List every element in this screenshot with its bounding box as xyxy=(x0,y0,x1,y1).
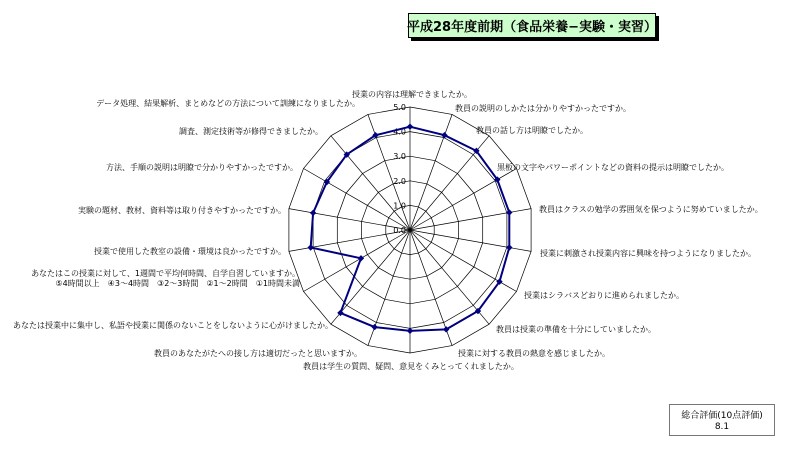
data-point xyxy=(407,328,413,334)
radial-tick-label: 4.0 xyxy=(393,127,406,137)
category-label: 授業に対する教員の熱意を感じましたか。 xyxy=(458,349,610,358)
overall-score-box xyxy=(669,404,775,436)
category-label: 教員の説明のしかたは分かりやすかったですか。 xyxy=(455,104,631,113)
category-label: 黒板の文字やパワーポイントなどの資料の提示は明瞭でしたか。 xyxy=(497,163,729,172)
category-label: あなたはこの授業に対して、1週間で平均何時間、自学自習していますか。 ⑤4時間以上 ④3〜4時間 ③2〜3時間 ②1〜2時間 ①1時間未満 xyxy=(31,269,300,288)
category-label: 教員の話し方は明瞭でしたか。 xyxy=(476,126,588,135)
radial-tick-label: 3.0 xyxy=(393,152,406,162)
overall-score-value: 8.1 xyxy=(714,422,730,432)
category-label: 実験の題材、教材、資料等は取り付きやすかったですか。 xyxy=(78,206,286,215)
data-point xyxy=(358,255,364,261)
overall-score-label: 総合評価(10点評価) xyxy=(681,411,763,421)
radar-tick-labels xyxy=(393,103,406,235)
category-label: 授業の内容は理解できましたか。 xyxy=(352,90,472,99)
radial-tick-label: 5.0 xyxy=(393,103,406,112)
radial-tick-label: 1.0 xyxy=(393,201,406,211)
category-label: データ処理、結果解析、まとめなどの方法について訓練になりましたか。 xyxy=(96,99,360,108)
chart-title: 平成28年度前期（食品栄養−実験・実習） xyxy=(408,13,656,38)
category-label: 教員のあなたがたへの接し方は適切だったと思いますか。 xyxy=(154,349,362,358)
category-label: 教員は授業の準備を十分にしていましたか。 xyxy=(496,325,656,334)
radial-tick-label: 2.0 xyxy=(393,176,406,186)
category-label: 方法、手順の説明は明瞭で分かりやすかったですか。 xyxy=(106,163,298,172)
category-label: 授業に刺激され授業内容に興味を持つようになりましたか。 xyxy=(540,249,756,258)
data-point xyxy=(310,210,316,216)
category-label: 調査、測定技術等が修得できましたか。 xyxy=(179,127,323,136)
radar-spokes xyxy=(289,107,531,353)
radial-tick-label: 0.0 xyxy=(393,226,406,235)
category-label: 授業はシラバスどおりに進められましたか。 xyxy=(524,291,684,300)
category-label: 教員は学生の質問、疑問、意見をくみとってくれましたか。 xyxy=(303,362,519,371)
category-label: あなたは授業中に集中し、私語や授業に関係のないことをしないように心がけましたか。 xyxy=(13,321,333,330)
category-label: 教員はクラスの勉学の雰囲気を保つように努めていましたか。 xyxy=(539,205,763,214)
data-point xyxy=(371,324,377,330)
data-point xyxy=(407,123,413,129)
category-label: 授業で使用した教室の設備・環境は良かったですか。 xyxy=(94,247,286,256)
